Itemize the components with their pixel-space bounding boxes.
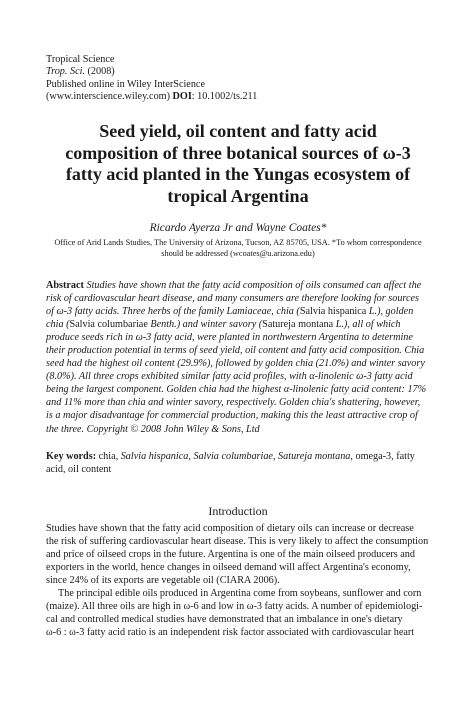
abstract-line: [46, 331, 430, 344]
abstract-run: Salvia hispanica: [299, 306, 367, 318]
section-heading-introduction: Introduction: [208, 504, 268, 518]
abstract-run: chia (: [46, 319, 70, 331]
abstract-run: produce seeds rich in ω-3 fatty acid, were planted in northwestern Argentina to determine: [46, 332, 413, 344]
abstract-run: (8.0%). All three crops exhibited similar fatty acid profiles, with α-linolenic ω-3 fatty acid: [46, 371, 413, 383]
journal-name: Tropical Science: [46, 54, 115, 65]
introduction-body: [46, 522, 430, 639]
abstract-line: [46, 344, 430, 357]
abstract-run: Salvia columbariae: [69, 319, 148, 331]
keywords-run: chia,: [96, 451, 121, 462]
abstract-line: [46, 279, 430, 292]
doi-value[interactable]: : 10.1002/ts.211: [191, 91, 258, 103]
paragraph-line: Studies have shown that the fatty acid composition of dietary oils can increase or decrease: [46, 523, 414, 534]
abstract-run: their production potential in terms of seed yield, oil content and fatty acid composition. Chia: [46, 345, 425, 357]
title-line: composition of three botanical sources of ω-3: [65, 142, 411, 163]
keywords-run: Satureja montana: [278, 451, 351, 462]
abstract-run: Benth.) and winter savory (: [147, 319, 263, 331]
journal-citation: [46, 66, 257, 78]
paragraph-line: exporters in the world, hence changes in oilseed demand will affect Argentina's economy,: [46, 562, 411, 574]
abstract-run: seed had the highest oil content (29.9%), followed by golden chia (21.0%) and winter savory: [46, 358, 425, 370]
paragraph: [46, 522, 430, 587]
journal-url[interactable]: (www.interscience.wiley.com): [46, 91, 173, 103]
journal-header: [46, 54, 257, 104]
paragraph: [46, 587, 430, 639]
abstract-text: [46, 279, 430, 436]
abstract-line: [46, 423, 430, 436]
title-line: fatty acid planted in the Yungas ecosystem of: [65, 164, 411, 184]
abstract-line: [46, 370, 430, 383]
journal-abbrev: Trop. Sci.: [46, 66, 85, 78]
keywords-line: [46, 451, 430, 464]
keywords-line: [46, 464, 430, 477]
paragraph-line: The principal edible oils produced in Argentina come from soybeans, sunflower and corn: [58, 588, 422, 600]
abstract-line: [46, 292, 430, 305]
abstract-run: Lamiaceae: [226, 306, 272, 318]
keywords-run: Salvia hispanica: [120, 451, 189, 462]
abstract-run: is a major disadvantage for commercial production, making this the least attractive crop of: [46, 410, 418, 422]
abstract-line: [46, 383, 430, 396]
abstract-run: L.), all of which: [333, 319, 401, 331]
abstract-line: [46, 396, 430, 409]
abstract-run: , chia (: [271, 306, 300, 318]
paper-title: [46, 121, 430, 207]
title-line: Seed yield, oil content and fatty acid: [99, 121, 377, 141]
abstract-run: Satureja montana: [262, 319, 334, 331]
keywords-run: ,: [188, 451, 194, 462]
keywords-run: Salvia columbariae: [193, 451, 273, 462]
abstract-line: [46, 357, 430, 370]
keywords-run: acid, oil content: [46, 463, 112, 475]
abstract-run: being the largest component. Golden chia had the highest α-linolenic fatty acid content: 17%: [46, 384, 427, 396]
abstract-run: and 11% more than chia and winter savory, respectively. Golden chia's shattering, however,: [46, 397, 421, 409]
abstract-label: Abstract: [46, 280, 87, 291]
keywords: [46, 451, 430, 477]
abstract-run: L.), golden: [366, 306, 414, 318]
doi-label: DOI: [172, 91, 192, 103]
paragraph-line: ω-6 : ω-3 fatty acid ratio is an independent risk factor associated with cardiovascular heart: [46, 627, 415, 639]
paragraph-line: and price of oilseed crops in the future. Argentina is one of the main oilseed producers and: [46, 549, 415, 561]
paragraph-line: (maize). All three oils are high in ω-6 and low in ω-3 fatty acids. A number of epidemiologi-: [46, 601, 423, 613]
paragraph-line: cal and controlled medical studies have demonstrated that an imbalance in one's dietary: [46, 614, 403, 626]
abstract-line: [46, 305, 430, 318]
paragraph-line: since 24% of its exports are vegetable oil (CIARA 2006).: [46, 575, 280, 587]
abstract-run: the three. Copyright © 2008 John Wiley & Sons, Ltd: [46, 423, 260, 435]
keywords-run: , omega-3, fatty: [350, 451, 415, 462]
abstract-line: [46, 409, 430, 422]
abstract-run: of ω-3 fatty acids. Three herbs of the family: [46, 306, 227, 318]
author-list: Ricardo Ayerza Jr and Wayne Coates*: [149, 222, 327, 234]
abstract-run: risk of cardiovascular heart disease, and many consumers are therefore looking for sources: [46, 293, 420, 305]
affiliation: [46, 237, 430, 259]
paragraph-line: the risk of suffering cardiovascular heart disease. This is very likely to affect the consumption: [46, 536, 429, 548]
keywords-label: Key words:: [46, 451, 97, 462]
journal-url-doi: [46, 91, 257, 103]
publication-note: Published online in Wiley InterScience: [46, 78, 205, 90]
keywords-text: [46, 451, 430, 477]
abstract-run: Studies have shown that the fatty acid composition of oils consumed can affect the: [86, 280, 422, 291]
keywords-run: ,: [272, 451, 279, 462]
abstract: [46, 279, 430, 436]
affiliation-line: Office of Arid Lands Studies, The University of Arizona, Tucson, AZ 85705, USA. *To whom correspondence: [54, 238, 422, 247]
journal-year: (2008): [84, 66, 115, 78]
affiliation-line: should be addressed (wcoates@u.arizona.edu): [161, 249, 315, 258]
abstract-line: [46, 318, 430, 331]
title-line: tropical Argentina: [167, 185, 309, 206]
